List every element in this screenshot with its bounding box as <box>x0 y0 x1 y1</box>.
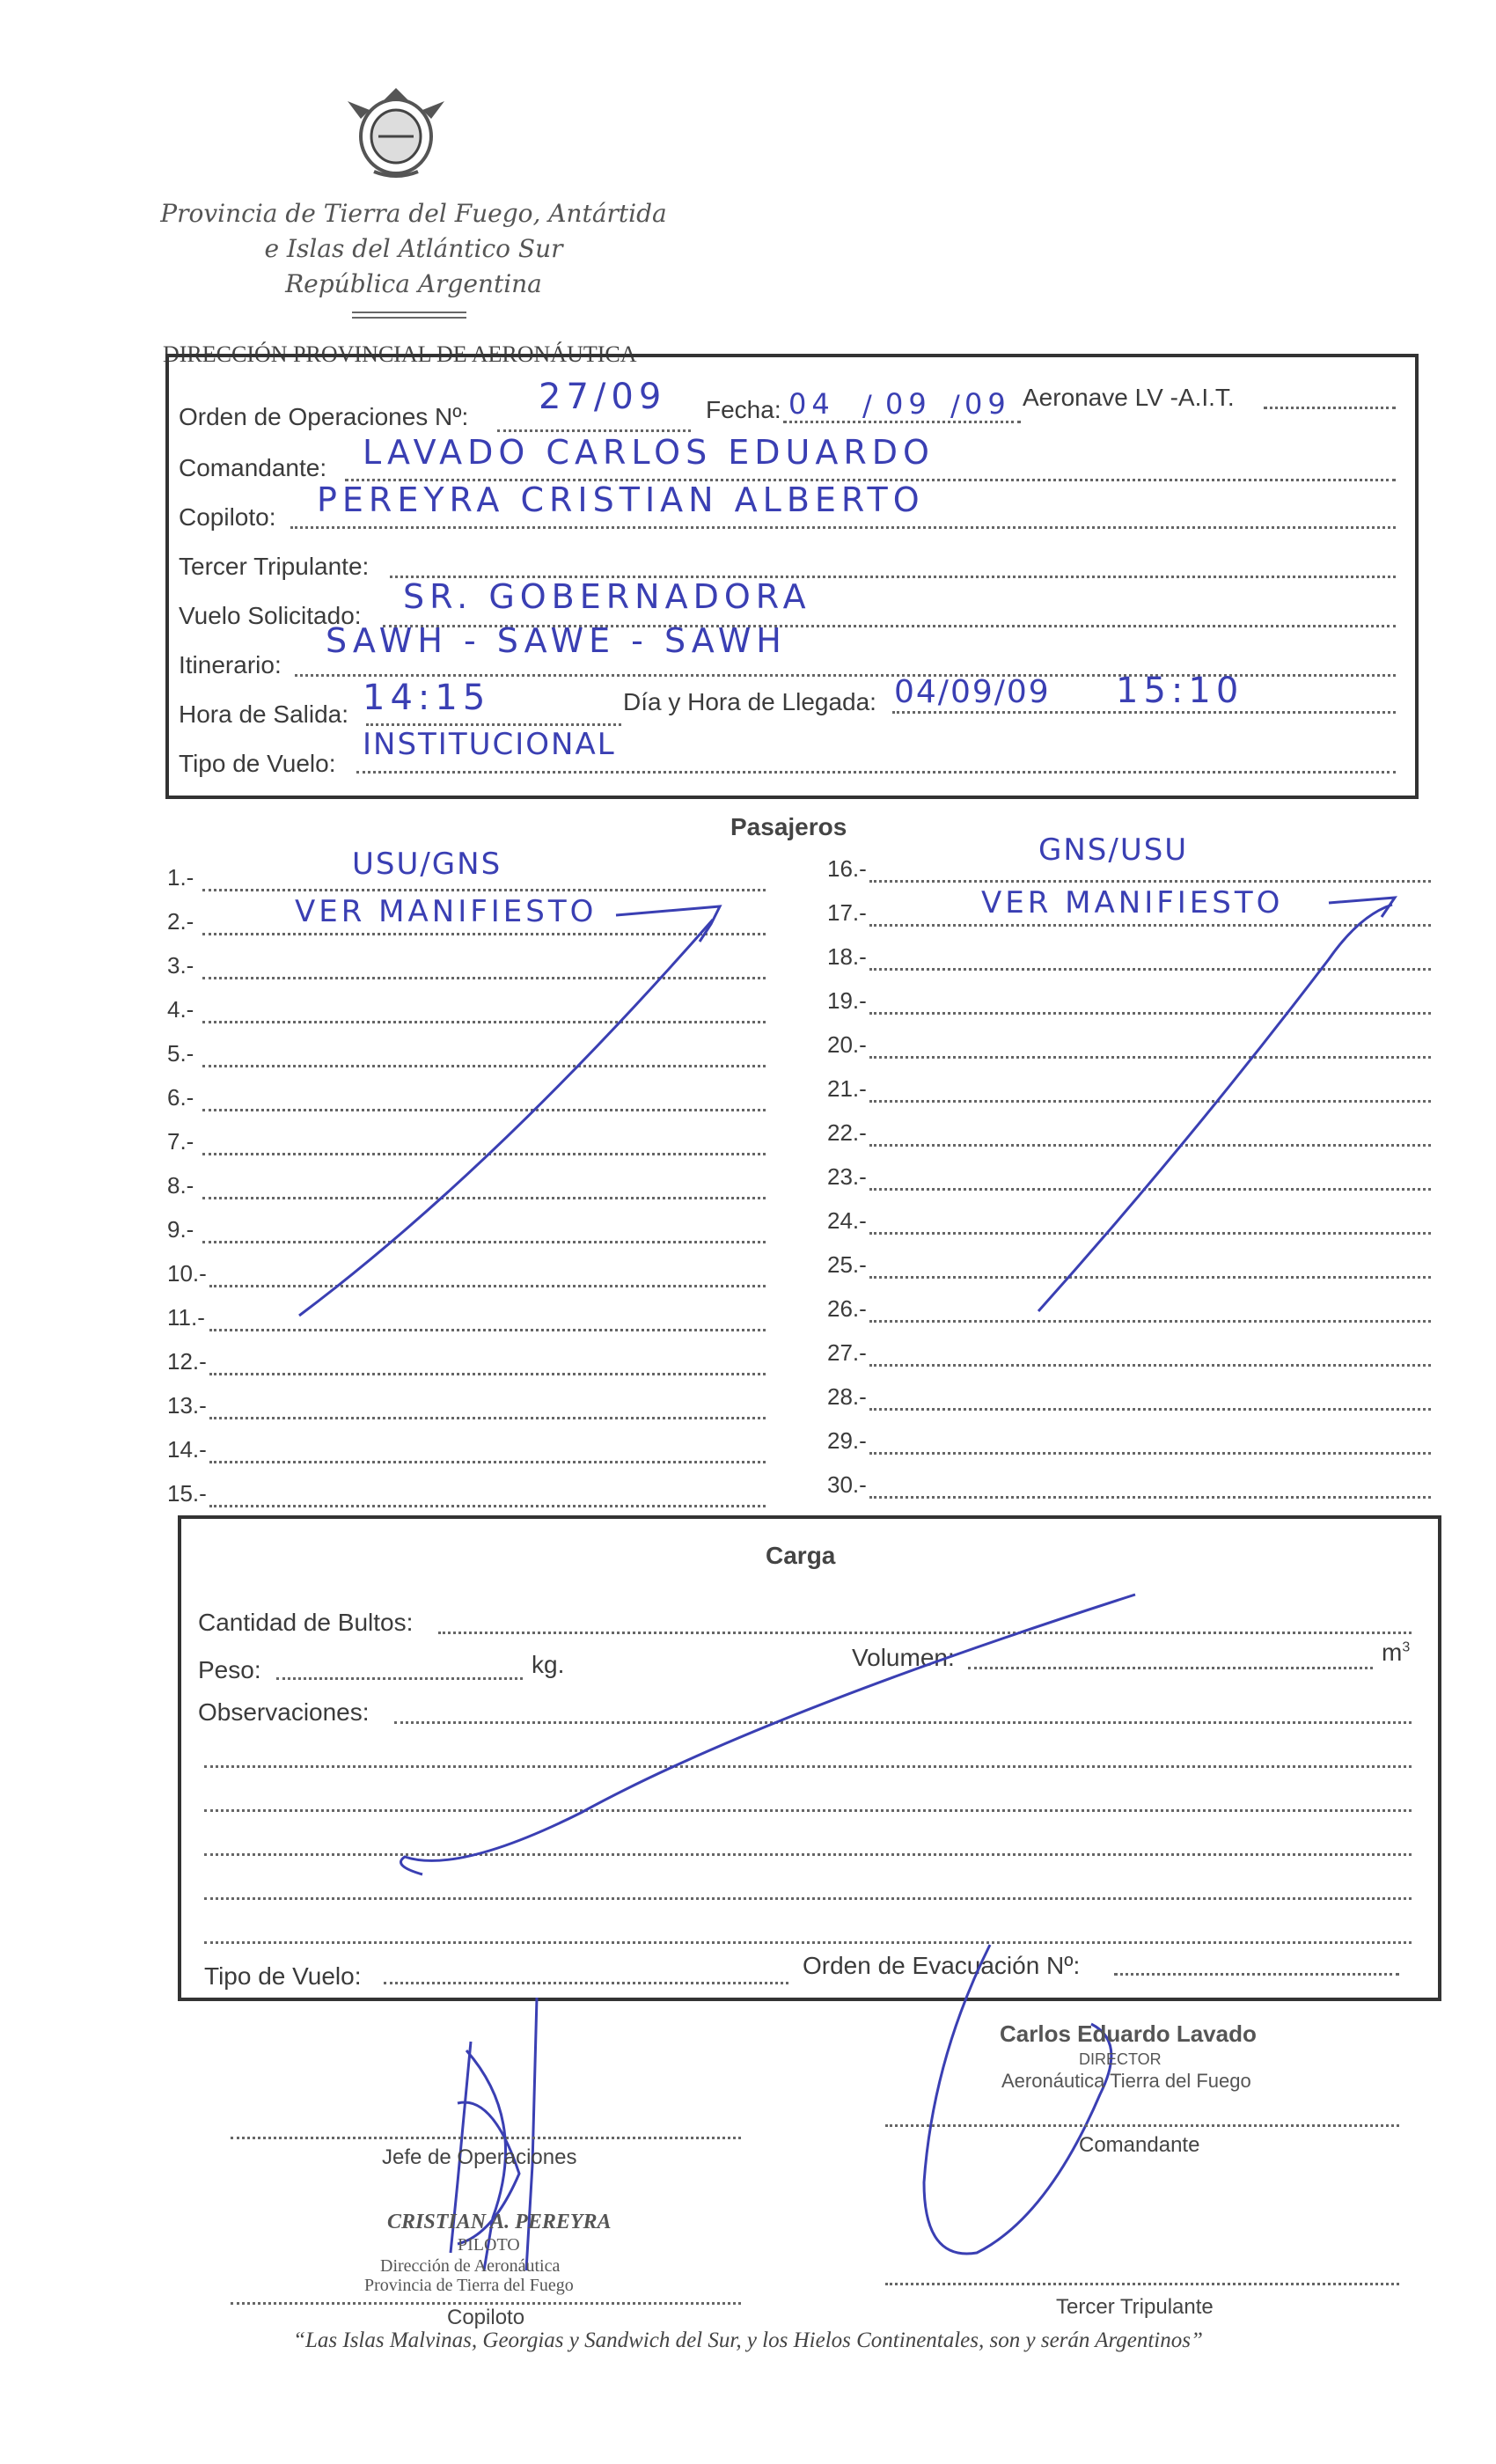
pasajero-number: 6.- <box>167 1084 194 1111</box>
pasajero-2-entry: VER MANIFIESTO <box>295 894 598 929</box>
pasajero-number: 7.- <box>167 1128 194 1155</box>
province-line-2: e Islas del Atlántico Sur <box>264 234 563 263</box>
stamp-right-title: DIRECTOR <box>1079 2050 1162 2068</box>
volumen-unit-text: m <box>1382 1639 1403 1666</box>
llegada-time: 15:10 <box>1116 671 1244 711</box>
stamp-left-name: CRISTIAN A. PEREYRA <box>387 2211 612 2233</box>
bultos-label: Cantidad de Bultos: <box>198 1609 414 1636</box>
comandante-label: Comandante: <box>179 454 327 481</box>
itinerario-label: Itinerario: <box>179 651 282 678</box>
footer-motto: “Las Islas Malvinas, Georgias y Sandwich del Sur, y los Hielos Continentales, son y serán Argentinos” <box>293 2328 1203 2352</box>
pasajero-number: 24.- <box>827 1207 867 1234</box>
fecha-sep-1: / <box>862 389 877 422</box>
fecha-year: 09 <box>964 387 1011 421</box>
copiloto-label: Copiloto: <box>179 503 276 531</box>
observaciones-label: Observaciones: <box>198 1698 370 1726</box>
peso-unit: kg. <box>532 1651 565 1678</box>
pasajero-number: 14.- <box>167 1436 207 1463</box>
llegada-label: Día y Hora de Llegada: <box>623 688 876 715</box>
pasajero-1-entry: USU/GNS <box>352 847 502 882</box>
pasajero-number: 25.- <box>827 1251 867 1278</box>
fecha-label: Fecha: <box>706 396 781 423</box>
tipo-vuelo-value: INSTITUCIONAL <box>363 727 616 762</box>
stamp-left-title: PILOTO <box>458 2235 520 2255</box>
pasajero-number: 9.- <box>167 1216 194 1243</box>
peso-label: Peso: <box>198 1656 261 1683</box>
stamp-right-name: Carlos Eduardo Lavado <box>1000 2020 1257 2047</box>
pasajero-number: 2.- <box>167 908 194 935</box>
pasajero-number: 23.- <box>827 1163 867 1190</box>
pasajero-number: 12.- <box>167 1348 207 1375</box>
pasajero-number: 22.- <box>827 1119 867 1146</box>
pasajero-number: 28.- <box>827 1383 867 1410</box>
pasajero-number: 30.- <box>827 1471 867 1498</box>
itinerario-value: SAWH - SAWE - SAWH <box>326 621 787 660</box>
pasajero-number: 27.- <box>827 1339 867 1366</box>
evacuacion-label: Orden de Evacuación Nº: <box>803 1952 1081 1979</box>
vuelo-solicitado-value: SR. GOBERNADORA <box>403 577 811 616</box>
pasajero-number: 17.- <box>827 899 867 926</box>
pasajero-number: 21.- <box>827 1075 867 1102</box>
fecha-day: 04 <box>788 387 835 421</box>
stamp-right-dept: Aeronáutica Tierra del Fuego <box>1001 2070 1251 2092</box>
pasajero-number: 15.- <box>167 1480 207 1507</box>
pasajero-number: 3.- <box>167 952 194 979</box>
pasajeros-title: Pasajeros <box>730 813 847 840</box>
province-line-3: República Argentina <box>285 269 542 298</box>
pasajero-number: 19.- <box>827 987 867 1014</box>
pasajero-number: 5.- <box>167 1040 194 1067</box>
pasajero-16-entry: GNS/USU <box>1038 832 1189 868</box>
hora-salida-value: 14:15 <box>363 678 491 718</box>
orden-label: Orden de Operaciones Nº: <box>179 403 469 430</box>
department-title: DIRECCIÓN PROVINCIAL DE AERONÁUTICA <box>163 341 637 367</box>
llegada-date: 04/09/09 <box>894 674 1051 710</box>
pasajero-number: 29.- <box>827 1427 867 1454</box>
volumen-unit-sup: 3 <box>1402 1639 1411 1655</box>
province-line-1: Provincia de Tierra del Fuego, Antártida <box>160 199 667 228</box>
pasajero-17-entry: VER MANIFIESTO <box>981 885 1284 920</box>
pasajero-number: 13.- <box>167 1392 207 1419</box>
pasajero-number: 20.- <box>827 1031 867 1058</box>
comandante-signature-line <box>885 2124 1399 2127</box>
vuelo-solicitado-label: Vuelo Solicitado: <box>179 602 362 629</box>
tercer-tripulante-signature-line <box>885 2283 1399 2285</box>
pasajero-number: 18.- <box>827 943 867 970</box>
carga-title: Carga <box>766 1542 836 1569</box>
pasajero-number: 11.- <box>167 1304 205 1331</box>
pasajero-number: 4.- <box>167 996 194 1023</box>
volumen-label: Volumen: <box>852 1644 955 1671</box>
jefe-operaciones-label: Jefe de Operaciones <box>382 2145 577 2169</box>
comandante-value: LAVADO CARLOS EDUARDO <box>363 433 935 472</box>
pasajero-number: 1.- <box>167 864 194 891</box>
pasajero-number: 26.- <box>827 1295 867 1322</box>
pasajero-number: 8.- <box>167 1172 194 1199</box>
orden-value: 27/09 <box>539 377 667 417</box>
stamp-left-prov: Provincia de Tierra del Fuego <box>364 2276 574 2295</box>
copiloto-signature-label: Copiloto <box>447 2306 525 2329</box>
pasajero-number: 10.- <box>167 1260 207 1287</box>
aeronave-label: Aeronave LV -A.I.T. <box>1023 384 1235 411</box>
carga-tipo-vuelo-label: Tipo de Vuelo: <box>204 1962 362 1990</box>
hora-salida-label: Hora de Salida: <box>179 700 349 728</box>
copiloto-value: PEREYRA CRISTIAN ALBERTO <box>317 480 925 519</box>
comandante-signature-label: Comandante <box>1079 2133 1200 2157</box>
pasajero-number: 16.- <box>827 855 867 882</box>
fecha-month: 09 <box>885 387 932 421</box>
fecha-sep-2: / <box>950 389 965 422</box>
stamp-left-dept: Dirección de Aeronáutica <box>380 2256 561 2276</box>
tipo-vuelo-label: Tipo de Vuelo: <box>179 750 336 777</box>
tercer-tripulante-label: Tercer Tripulante: <box>179 553 370 580</box>
tercer-tripulante-signature-label: Tercer Tripulante <box>1056 2295 1214 2319</box>
